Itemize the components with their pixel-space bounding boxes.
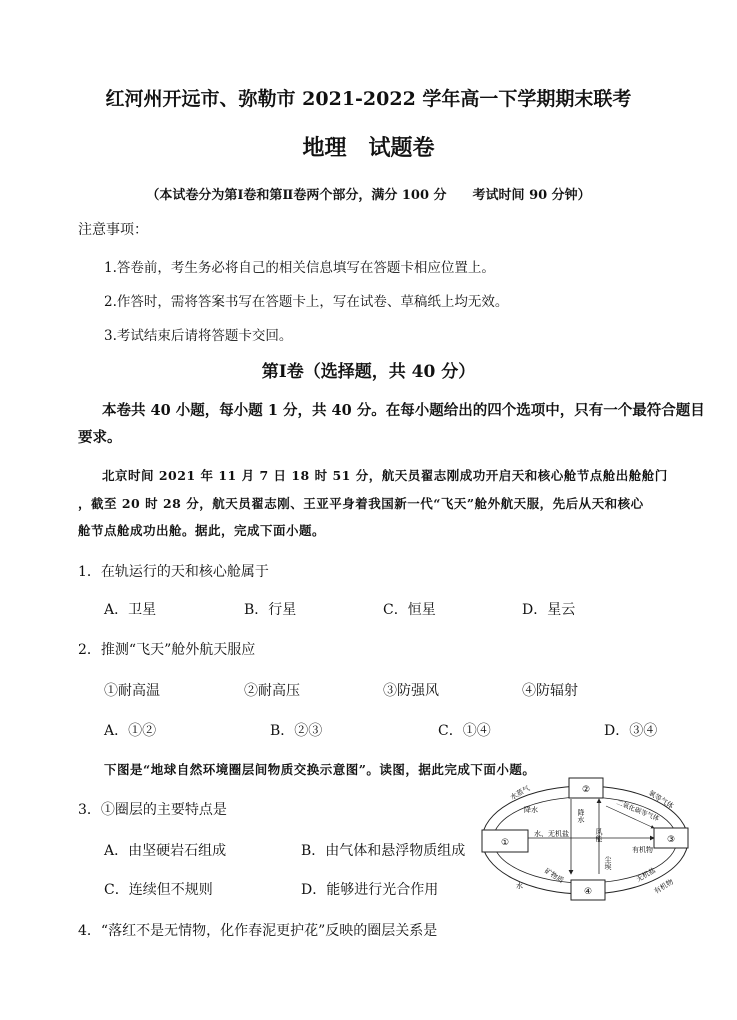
sphere-box-3 (654, 828, 688, 848)
option-c: C．连续但不规则 (104, 882, 213, 898)
question-stem: 1．在轨运行的天和核心舱属于 (78, 564, 269, 580)
label-wind: 风能 (595, 828, 603, 842)
statement-item: ②耐高压 (244, 683, 300, 699)
section-title: 第Ⅰ卷（选择题，共 40 分） (261, 362, 476, 382)
svg-text:②: ② (581, 785, 591, 795)
label-rain: 降水 (524, 806, 538, 814)
sphere-exchange-diagram (478, 776, 692, 904)
label-co2: 二氧化碳等气体 (615, 798, 661, 823)
label-water-bottom: 水 (516, 882, 523, 890)
svg-text:①: ① (500, 838, 510, 848)
exam-subtitle: 地理 试题卷 (302, 135, 435, 161)
section-intro: 要求。 (78, 429, 122, 446)
statement-item: ①耐高温 (104, 683, 160, 699)
statement-item: ③防强风 (383, 683, 439, 699)
svg-text:③: ③ (666, 835, 676, 845)
option-a: A．由坚硬岩石组成 (104, 843, 227, 859)
option-b: B．由气体和悬浮物质组成 (301, 843, 466, 859)
label-dust: 尘埃 (604, 856, 612, 870)
exam-title: 红河州开远市、弥勒市 2021-2022 学年高一下学期期末联考 (105, 88, 632, 110)
option-a: A．卫星 (104, 602, 157, 618)
note-item: 3.考试结束后请将答题卡交回。 (104, 328, 293, 344)
option-c: C．①④ (438, 723, 491, 739)
option-b: B．②③ (270, 723, 323, 739)
svg-text:④: ④ (583, 887, 593, 897)
exam-info: （本试卷分为第Ⅰ卷和第Ⅱ卷两个部分，满分 100 分 考试时间 90 分钟） (146, 188, 591, 203)
question-stem: 4．“落红不是无情物，化作春泥更护花”反映的圈层关系是 (78, 923, 438, 939)
label-organic-mid: 有机物 (632, 846, 653, 854)
passage-line: ，截至 20 时 28 分，航天员翟志刚、王亚平身着我国新一代“飞天”舱外航天服，先后从天和核心 (78, 496, 644, 511)
label-organic-bottom: 有机物 (652, 877, 675, 896)
option-d: D．星云 (522, 602, 576, 618)
option-d: D．能够进行光合作用 (301, 882, 439, 898)
label-rain-vertical: 降水 (577, 809, 585, 823)
note-item: 1.答卷前，考生务必将自己的相关信息填写在答题卡相应位置上。 (104, 260, 495, 276)
statement-item: ④防辐射 (522, 683, 578, 699)
sphere-box-1 (482, 830, 528, 852)
option-c: C．恒星 (383, 602, 436, 618)
option-d: D．③④ (604, 723, 658, 739)
passage-line: 北京时间 2021 年 11 月 7 日 18 时 51 分，航天员翟志刚成功开启天和核心舱节点舱出舱舱门 (102, 468, 668, 483)
note-item: 2.作答时，需将答案书写在答题卡上，写在试卷、草稿纸上均无效。 (104, 294, 509, 310)
label-mineral: 矿物质 (542, 866, 565, 885)
label-water-salt: 水、无机盐 (534, 830, 569, 838)
sphere-box-4 (571, 880, 605, 900)
question-stem: 3．①圈层的主要特点是 (78, 802, 227, 818)
option-a: A．①② (104, 723, 157, 739)
label-vapor: 水蒸气 (509, 784, 532, 802)
passage-line: 下图是“地球自然环境圈层间物质交换示意图”。读图，据此完成下面小题。 (104, 762, 536, 777)
passage-line: 舱节点舱成功出舱。据此，完成下面小题。 (78, 523, 326, 538)
section-intro: 本卷共 40 小题，每小题 1 分，共 40 分。在每小题给出的四个选项中，只有一个最符合题目 (102, 402, 705, 419)
question-stem: 2．推测“飞天”舱外航天服应 (78, 642, 256, 658)
label-oxygen: 氧等气体 (646, 788, 675, 811)
notes-heading: 注意事项： (78, 222, 148, 238)
sphere-box-2 (569, 778, 603, 798)
label-inorganic: 无机盐 (635, 866, 658, 884)
option-b: B．行星 (244, 602, 297, 618)
